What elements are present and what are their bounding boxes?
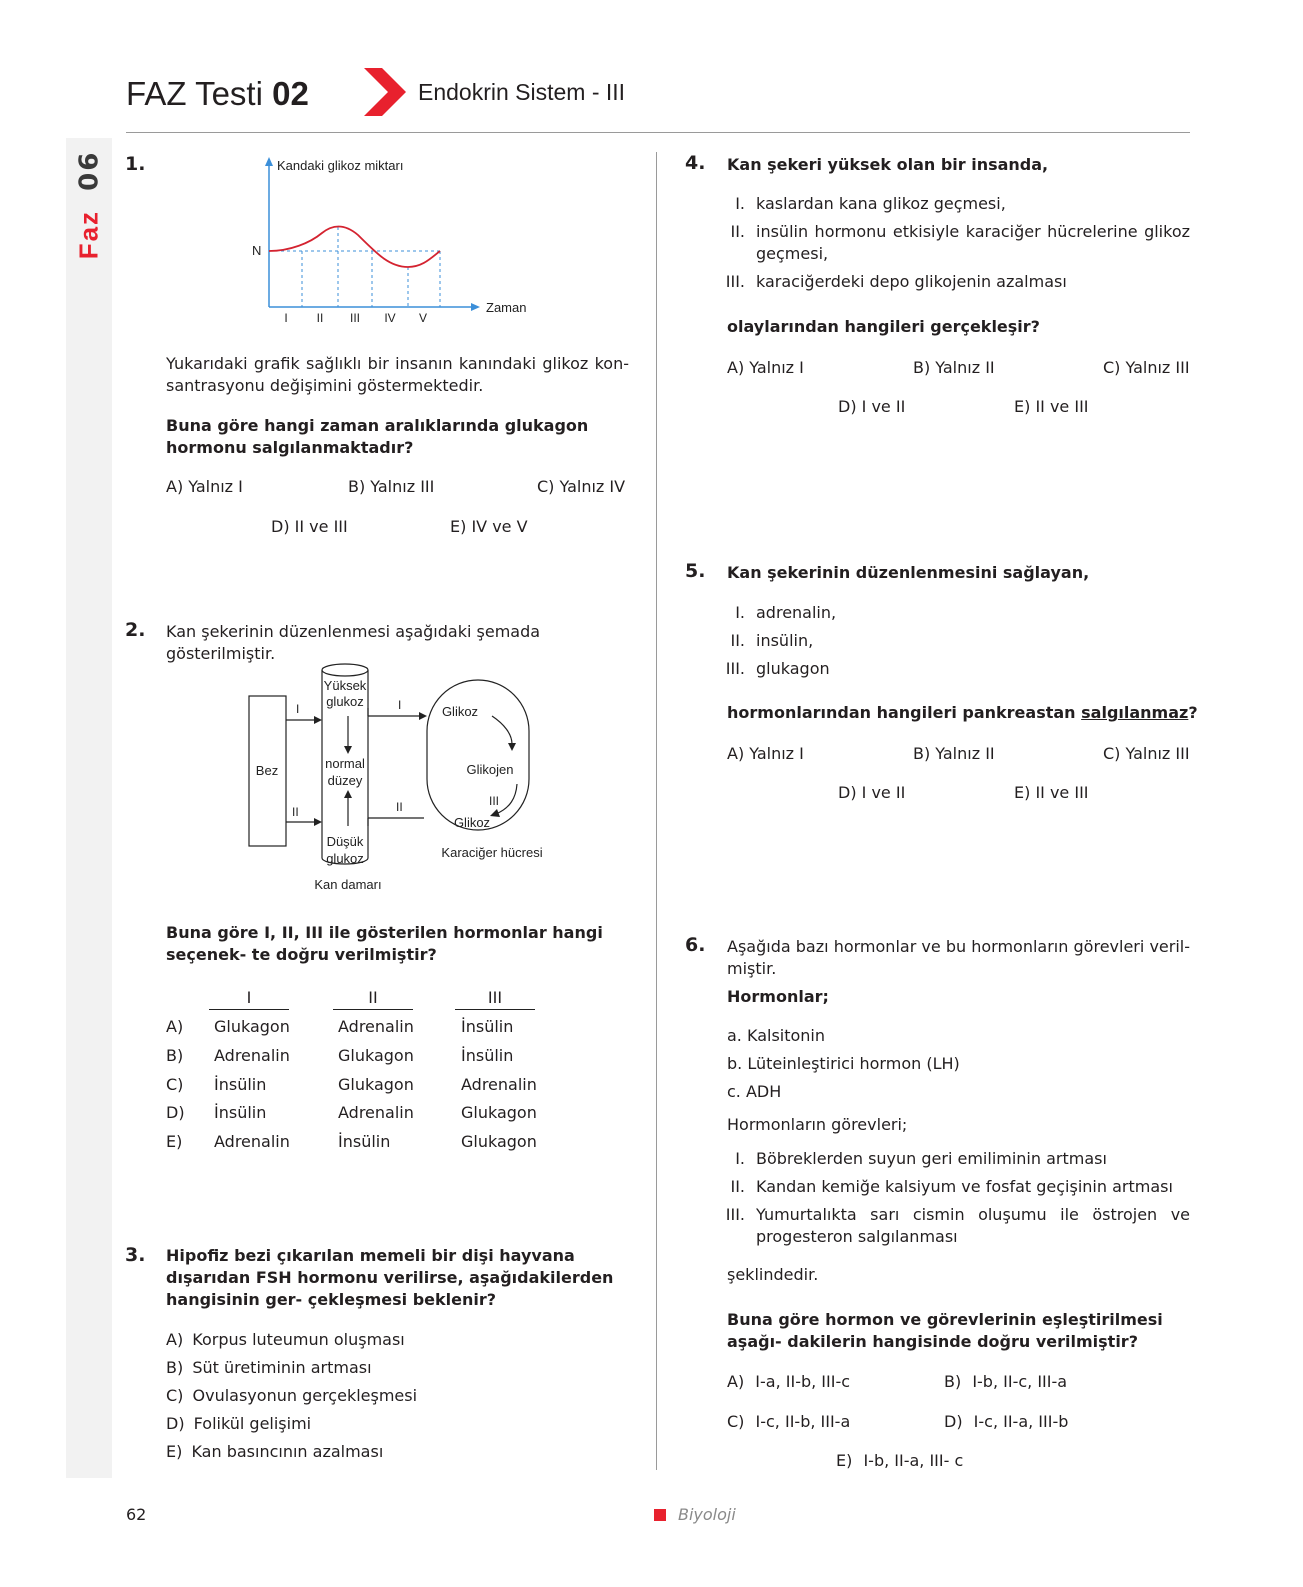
q2-header-rule-1 bbox=[209, 1009, 289, 1010]
q4-option-d[interactable]: D) I ve II bbox=[838, 397, 906, 416]
q4-option-b[interactable]: B) Yalnız II bbox=[913, 358, 995, 377]
q6-hormone-b: b. Lüteinleştirici hormon (LH) bbox=[727, 1054, 960, 1073]
q4-option-a[interactable]: A) Yalnız I bbox=[727, 358, 804, 377]
q6-option-a[interactable] bbox=[727, 1371, 850, 1393]
diagram-low-1: Düşük bbox=[326, 834, 364, 849]
q2-row-d-col2: Adrenalin bbox=[338, 1103, 414, 1122]
q4-item-1-text: kaslardan kana glikoz geçmesi, bbox=[756, 194, 1006, 213]
q5-item-1-num: I. bbox=[735, 603, 745, 622]
q1-question: Buna göre hangi zaman aralıklarında glukagon hormonu salgılanmaktadır? bbox=[166, 416, 589, 457]
q1-option-d[interactable]: D) II ve III bbox=[271, 517, 348, 536]
q2-header-3: III bbox=[487, 988, 503, 1007]
q6-closing: şeklindedir. bbox=[727, 1265, 819, 1284]
q3-number: 3. bbox=[125, 1244, 146, 1266]
q2-row-c-col2: Glukagon bbox=[338, 1075, 414, 1094]
q2-row-d-col3: Glukagon bbox=[461, 1103, 537, 1122]
q3-option-d-letter: D) bbox=[166, 1414, 185, 1433]
diagram-r1-right: I bbox=[398, 698, 402, 712]
q6-option-b-letter: B) bbox=[944, 1372, 962, 1391]
title-number: 02 bbox=[272, 75, 309, 112]
q3-option-b-letter: B) bbox=[166, 1358, 184, 1377]
header-title bbox=[126, 72, 309, 116]
q5-item-2-num: II. bbox=[730, 631, 745, 650]
q4-item-3 bbox=[727, 271, 1190, 293]
q5-number: 5. bbox=[685, 560, 706, 582]
diagram-high-1: Yüksek bbox=[323, 678, 367, 693]
q3-option-b-text: Süt üretiminin artması bbox=[192, 1358, 372, 1377]
side-number: 06 bbox=[74, 150, 105, 191]
diagram-glikojen: Glikojen bbox=[466, 762, 514, 777]
q4-intro: Kan şekeri yüksek olan bir insanda, bbox=[727, 155, 1049, 174]
q6-duty-1-text: Böbreklerden suyun geri emiliminin artması bbox=[756, 1149, 1107, 1168]
q2-header-rule-3 bbox=[455, 1009, 535, 1010]
q6-duty-3 bbox=[727, 1204, 1190, 1248]
q4-question: olaylarından hangileri gerçekleşir? bbox=[727, 317, 1040, 336]
q5-item-2-text: insülin, bbox=[756, 631, 814, 650]
q5-question-pre: hormonlarından hangileri pankreastan bbox=[727, 703, 1082, 722]
q2-text: Kan şekerinin düzenlenmesi aşağıdaki şemada gösterilmiştir. bbox=[166, 622, 541, 663]
q4-item-2 bbox=[727, 221, 1190, 265]
q6-option-e-letter: E) bbox=[836, 1451, 853, 1470]
q3-option-d-text: Folikül gelişimi bbox=[193, 1414, 312, 1433]
diagram-r2-left: II bbox=[292, 805, 299, 819]
q2-row-b[interactable] bbox=[166, 1045, 566, 1067]
q6-option-c-text: I-c, II-b, III-a bbox=[755, 1412, 851, 1431]
q2-row-a-col3: İnsülin bbox=[461, 1017, 514, 1036]
diagram-r2-right: II bbox=[396, 800, 403, 814]
diagram-vessel: Kan damarı bbox=[314, 877, 382, 892]
q3-option-a-letter: A) bbox=[166, 1330, 184, 1349]
q3-option-e-letter: E) bbox=[166, 1442, 183, 1461]
q3-option-b[interactable] bbox=[166, 1357, 372, 1379]
q2-question: Buna göre I, II, III ile gösterilen hormonlar hangi seçenek- te doğru verilmiştir? bbox=[166, 923, 603, 964]
graph-y-label: Kandaki glikoz miktarı bbox=[277, 158, 404, 173]
q3-question: Hipofiz bezi çıkarılan memeli bir dişi hayvana dışarıdan FSH hormonu verilirse, aşağıdakilerden hangisinin ger- çekleşmesi beklenir? bbox=[166, 1246, 614, 1309]
q3-option-c-text: Ovulasyonun gerçekleşmesi bbox=[192, 1386, 418, 1405]
diagram-r1-left: I bbox=[296, 702, 300, 716]
q2-row-d[interactable] bbox=[166, 1102, 566, 1124]
graph-tick-2: II bbox=[316, 311, 324, 325]
q4-number: 4. bbox=[685, 152, 706, 174]
q2-row-a-col2: Adrenalin bbox=[338, 1017, 414, 1036]
q5-option-b[interactable]: B) Yalnız II bbox=[913, 744, 995, 763]
q2-row-b-col1: Adrenalin bbox=[214, 1046, 290, 1065]
q2-header-1: I bbox=[246, 988, 252, 1007]
diagram-glikoz-top: Glikoz bbox=[441, 704, 479, 719]
q5-item-1-text: adrenalin, bbox=[756, 603, 837, 622]
q3-option-c[interactable] bbox=[166, 1385, 417, 1407]
q2-row-a-col1: Glukagon bbox=[214, 1017, 290, 1036]
q6-duty-2-text: Kandan kemiğe kalsiyum ve fosfat geçişinin artması bbox=[756, 1177, 1173, 1196]
q6-number: 6. bbox=[685, 934, 706, 956]
q6-hormone-c: c. ADH bbox=[727, 1082, 782, 1101]
q5-question-underlined: salgılanmaz bbox=[1081, 703, 1189, 722]
q6-question: Buna göre hormon ve görevlerinin eşleştirilmesi aşağı- dakilerin hangisinde doğru verilmiştir? bbox=[727, 1310, 1163, 1351]
q6-option-b[interactable] bbox=[944, 1371, 1067, 1393]
diagram-low-2: glukoz bbox=[326, 851, 364, 866]
q1-number: 1. bbox=[125, 153, 146, 175]
q2-row-b-col2: Glukagon bbox=[338, 1046, 414, 1065]
q3-option-e[interactable] bbox=[166, 1441, 383, 1463]
q5-option-c[interactable]: C) Yalnız III bbox=[1103, 744, 1190, 763]
q6-option-e[interactable] bbox=[836, 1450, 963, 1472]
q4-item-1 bbox=[727, 193, 1190, 215]
diagram-glikoz-bottom: Glikoz bbox=[453, 815, 491, 830]
graph-tick-4: IV bbox=[384, 311, 396, 325]
column-divider bbox=[656, 152, 657, 1470]
q6-hormones-title: Hormonlar; bbox=[727, 987, 829, 1006]
q2-row-e-col2: İnsülin bbox=[338, 1132, 391, 1151]
q2-row-e[interactable] bbox=[166, 1131, 566, 1153]
graph-x-label: Zaman bbox=[486, 300, 527, 315]
q5-option-a[interactable]: A) Yalnız I bbox=[727, 744, 804, 763]
glucose-regulation-diagram bbox=[240, 658, 560, 898]
q5-item-1 bbox=[727, 602, 1190, 624]
q5-option-e[interactable]: E) II ve III bbox=[1014, 783, 1089, 802]
q3-option-a-text: Korpus luteumun oluşması bbox=[192, 1330, 405, 1349]
q6-option-e-text: I-b, II-a, III- c bbox=[863, 1451, 964, 1470]
q5-item-3 bbox=[727, 658, 1190, 680]
graph-n-label: N bbox=[252, 243, 262, 258]
q4-item-2-text: insülin hormonu etkisiyle karaciğer hücrelerine glikoz geçmesi, bbox=[756, 222, 1190, 263]
q5-item-2 bbox=[727, 630, 1190, 652]
graph-tick-3: III bbox=[349, 311, 361, 325]
diagram-r3: III bbox=[489, 794, 500, 808]
q1-option-c[interactable]: C) Yalnız IV bbox=[537, 477, 626, 496]
topic-title: Endokrin Sistem - III bbox=[418, 79, 626, 105]
q6-duty-2 bbox=[727, 1176, 1190, 1198]
q6-option-d-letter: D) bbox=[944, 1412, 963, 1431]
diagram-high-2: glukoz bbox=[326, 694, 364, 709]
q3-option-e-text: Kan basıncının azalması bbox=[191, 1442, 384, 1461]
q1-option-b[interactable]: B) Yalnız III bbox=[348, 477, 435, 496]
q2-row-d-letter: D) bbox=[166, 1103, 185, 1122]
q1-option-e[interactable]: E) IV ve V bbox=[450, 517, 528, 536]
q2-row-d-col1: İnsülin bbox=[214, 1103, 267, 1122]
q1-text: Yukarıdaki grafik sağlıklı bir insanın kanındaki glikoz kon- santrasyonu değişimini göstermektedir. bbox=[166, 354, 629, 395]
faz-logo: Faz bbox=[73, 209, 104, 260]
q2-row-b-col3: İnsülin bbox=[461, 1046, 514, 1065]
q6-duties-title: Hormonların görevleri; bbox=[727, 1115, 908, 1134]
graph-tick-5: V bbox=[418, 311, 428, 325]
q3-option-d[interactable] bbox=[166, 1413, 311, 1435]
diagram-liver: Karaciğer hücresi bbox=[441, 845, 543, 860]
title-prefix: FAZ Testi bbox=[126, 75, 263, 112]
q6-hormone-a: a. Kalsitonin bbox=[727, 1026, 826, 1045]
diagram-bez: Bez bbox=[255, 763, 279, 778]
q2-row-e-col3: Glukagon bbox=[461, 1132, 537, 1151]
diagram-normal-2: düzey bbox=[327, 773, 363, 788]
q2-row-c-col1: İnsülin bbox=[214, 1075, 267, 1094]
footer-subject: Biyoloji bbox=[678, 1505, 736, 1524]
q6-option-b-text: I-b, II-c, III-a bbox=[972, 1372, 1068, 1391]
q2-row-a-letter: A) bbox=[166, 1017, 184, 1036]
q6-option-c-letter: C) bbox=[727, 1412, 745, 1431]
q6-duty-1 bbox=[727, 1148, 1190, 1170]
chevron-icon bbox=[364, 68, 406, 116]
q6-option-d[interactable] bbox=[944, 1411, 1068, 1433]
q4-item-3-text: karaciğerdeki depo glikojenin azalması bbox=[756, 272, 1067, 291]
sidebar-strip bbox=[66, 138, 112, 1478]
q6-option-a-text: I-a, II-b, III-c bbox=[755, 1372, 851, 1391]
q2-header-rule-2 bbox=[333, 1009, 413, 1010]
q5-intro: Kan şekerinin düzenlenmesini sağlayan, bbox=[727, 563, 1090, 582]
q2-row-c-letter: C) bbox=[166, 1075, 184, 1094]
q4-item-1-num: I. bbox=[735, 194, 745, 213]
q4-item-3-num: III. bbox=[725, 272, 745, 291]
q1-option-a[interactable]: A) Yalnız I bbox=[166, 477, 243, 496]
glucose-graph bbox=[250, 155, 530, 330]
q2-row-b-letter: B) bbox=[166, 1046, 184, 1065]
q6-duty-2-num: II. bbox=[730, 1177, 745, 1196]
q5-item-3-text: glukagon bbox=[756, 659, 830, 678]
q3-option-a[interactable] bbox=[166, 1329, 405, 1351]
q4-option-c[interactable]: C) Yalnız III bbox=[1103, 358, 1190, 377]
q5-question-post: ? bbox=[1188, 703, 1198, 722]
q6-intro: Aşağıda bazı hormonlar ve bu hormonların görevleri veril- miştir. bbox=[727, 937, 1190, 978]
square-icon bbox=[654, 1509, 666, 1521]
q6-duty-3-text: Yumurtalıkta sarı cismin oluşumu ile östrojen ve progesteron salgılanması bbox=[756, 1205, 1190, 1246]
q4-item-2-num: II. bbox=[730, 222, 745, 241]
q2-number: 2. bbox=[125, 619, 146, 641]
q2-row-e-letter: E) bbox=[166, 1132, 183, 1151]
q2-row-c-col3: Adrenalin bbox=[461, 1075, 537, 1094]
q2-header-2: II bbox=[368, 988, 378, 1007]
q6-duty-1-num: I. bbox=[735, 1149, 745, 1168]
q5-question bbox=[727, 702, 1198, 724]
side-label bbox=[66, 150, 112, 260]
q5-item-3-num: III. bbox=[725, 659, 745, 678]
q4-option-e[interactable]: E) II ve III bbox=[1014, 397, 1089, 416]
q3-option-c-letter: C) bbox=[166, 1386, 184, 1405]
q5-option-d[interactable]: D) I ve II bbox=[838, 783, 906, 802]
q2-row-c[interactable] bbox=[166, 1074, 566, 1096]
header-rule bbox=[126, 132, 1190, 133]
q6-duty-3-num: III. bbox=[725, 1205, 745, 1224]
q6-option-c[interactable] bbox=[727, 1411, 850, 1433]
diagram-normal-1: normal bbox=[325, 756, 365, 771]
graph-tick-1: I bbox=[284, 311, 288, 325]
q2-row-e-col1: Adrenalin bbox=[214, 1132, 290, 1151]
q6-option-a-letter: A) bbox=[727, 1372, 745, 1391]
q2-row-a[interactable] bbox=[166, 1016, 566, 1038]
page-number: 62 bbox=[126, 1505, 147, 1524]
q6-option-d-text: I-c, II-a, III-b bbox=[973, 1412, 1069, 1431]
